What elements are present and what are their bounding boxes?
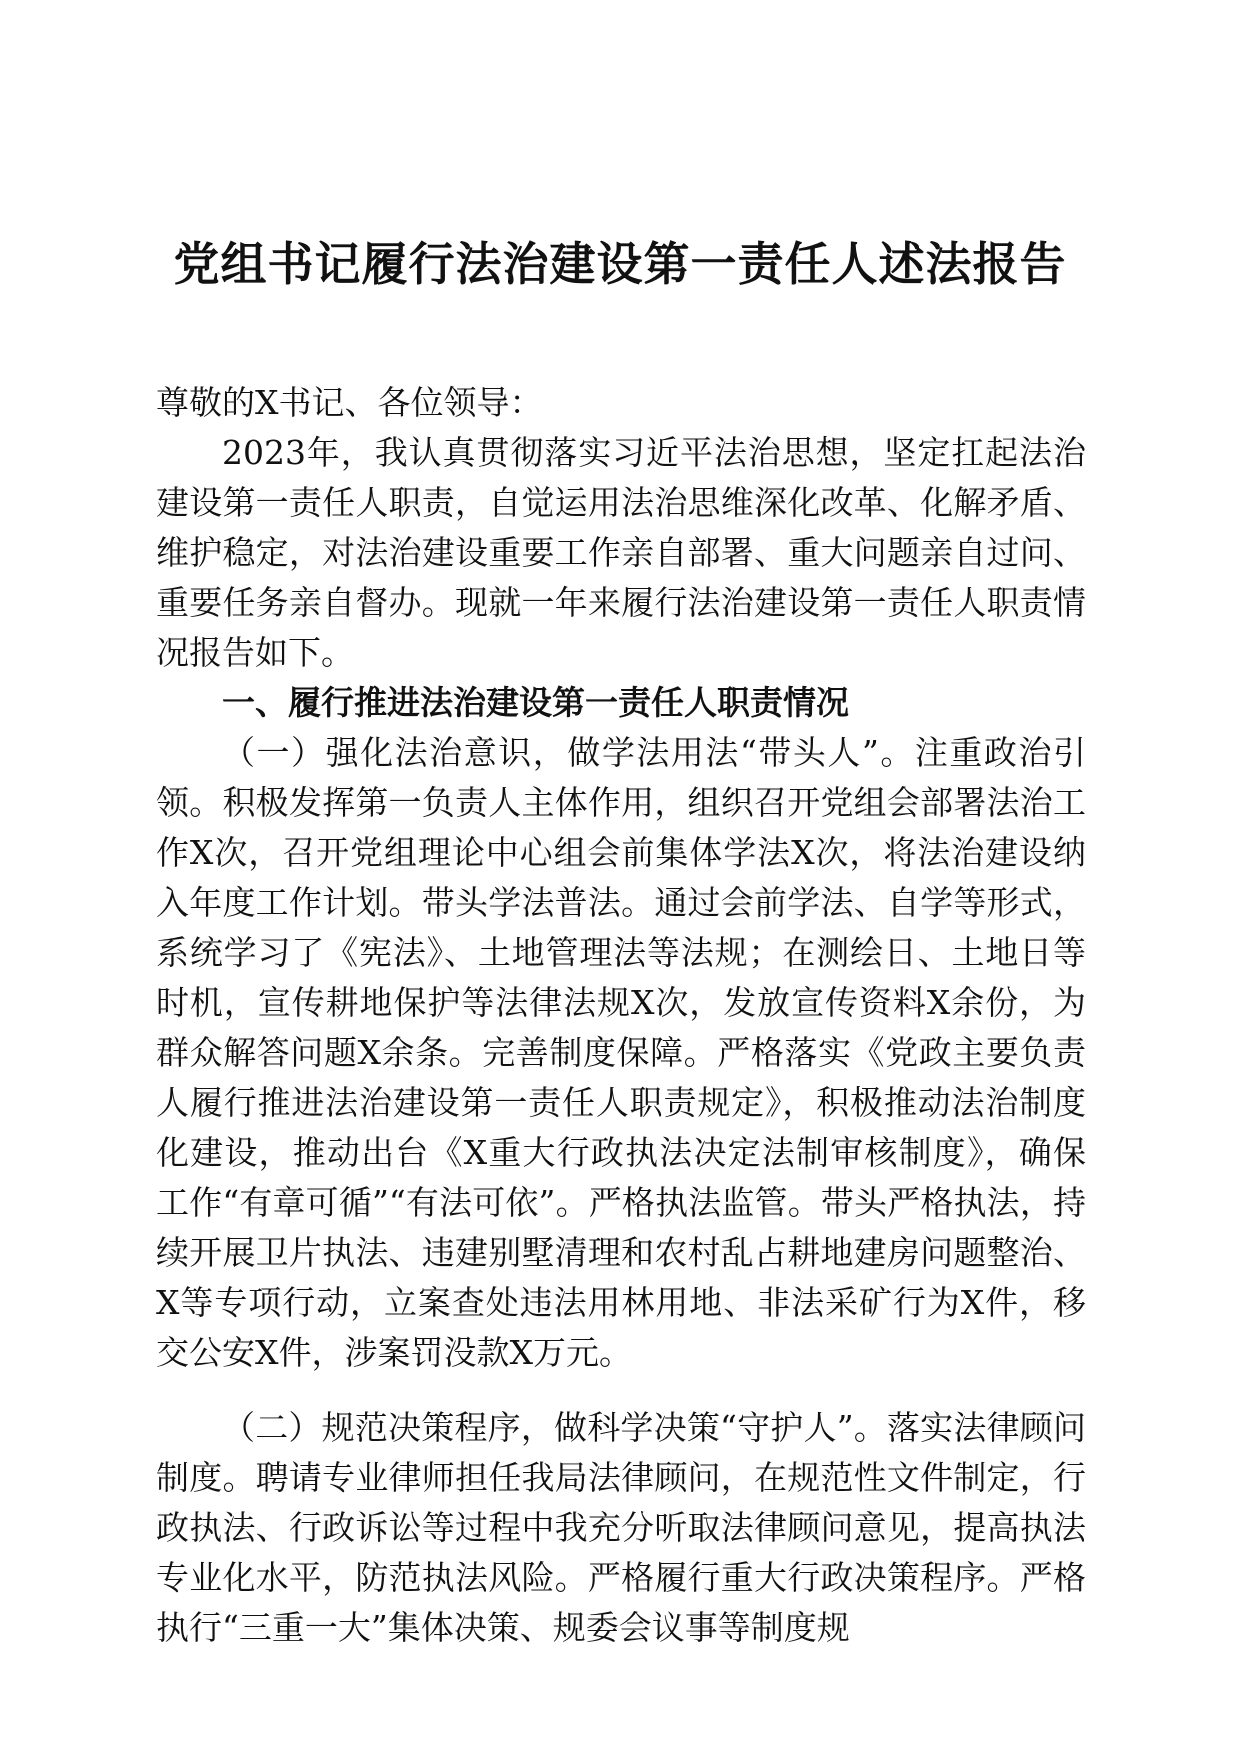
body-paragraph: （一）强化法治意识，做学法用法“带头人”。注重政治引领。积极发挥第一负责人主体作用，组织召开党组会部署法治工作X次，召开党组理论中心组会前集体学法X次，将法治建设纳入年度工作计划。带头学法普法。通过会前学法、自学等形式，系统学习了《宪法》、土地管理法等法规；在测绘日、土地日等时机，宣传耕地保护等法律法规X次，发放宣传资料X余份，为群众解答问题X余条。完善制度保障。严格落实《党政主要负责人履行推进法治建设第一责任人职责规定》，积极推动法治制度化建设，推动出台《X重大行政执法决定法制审核制度》，确保工作“有章可循”“有法可依”。严格执法监管。带头严格执法，持续开展卫片执法、违建别墅清理和农村乱占耕地建房问题整治、X等专项行动，立案查处违法用林用地、非法采矿行为X件，移交公安X件，涉案罚没款X万元。 bbox=[156, 733, 1086, 1372]
section-heading: 一、履行推进法治建设第一责任人职责情况 bbox=[222, 683, 849, 722]
salutation: 尊敬的X书记、各位领导： bbox=[156, 383, 543, 422]
document-title: 党组书记履行法治建设第一责任人述法报告 bbox=[173, 237, 1067, 291]
document-body bbox=[156, 378, 1086, 1653]
intro-paragraph: 2023年，我认真贯彻落实习近平法治思想，坚定扛起法治建设第一责任人职责，自觉运用法治思维深化改革、化解矛盾、维护稳定，对法治建设重要工作亲自部署、重大问题亲自过问、重要任务亲自督办。现就一年来履行法治建设第一责任人职责情况报告如下。 bbox=[156, 433, 1086, 672]
body-paragraph: （二）规范决策程序，做科学决策“守护人”。落实法律顾问制度。聘请专业律师担任我局法律顾问，在规范性文件制定，行政执法、行政诉讼等过程中我充分听取法律顾问意见，提高执法专业化水平，防范执法风险。严格履行重大行政决策程序。严格执行“三重一大”集体决策、规委会议事等制度规 bbox=[156, 1408, 1086, 1647]
